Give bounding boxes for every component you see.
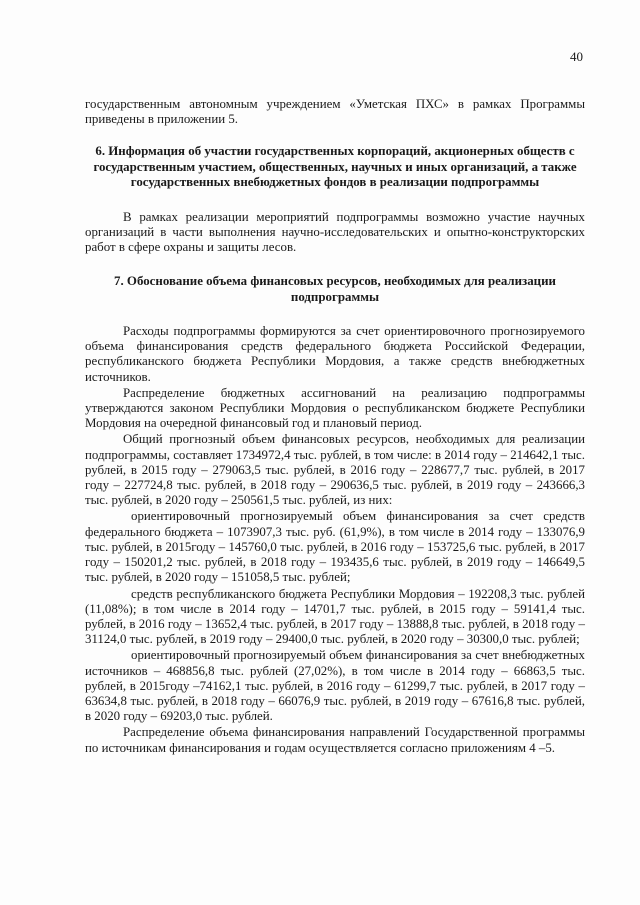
section-7-paragraph-republican: средств республиканского бюджета Республики Мордовия – 192208,3 тыс. рублей (11,08%); в том числе в 2014 году – 14701,7 тыс. рублей, в 2015 году – 59141,4 тыс. рублей, в 2016 году – 13652,4 тыс. рублей, в 2017 году – 13888,8 тыс. рублей, в 2018 году – 31124,0 тыс. рублей, в 2019 году – 29400,0 тыс. рублей, в 2020 году – 30300,0 тыс. рублей; xyxy=(85,586,585,647)
section-7-paragraph-federal: ориентировочный прогнозируемый объем финансирования за счет средств федерального бюджета – 1073907,3 тыс. руб. (61,9%), в том числе в 2014 году – 133076,9 тыс. рублей, в 2015году – 145760,0 тыс. рублей, в 2016 году – 153725,6 тыс. рублей, в 2017 году – 150201,2 тыс. рублей, в 2018 году – 193435,6 тыс. рублей, в 2019 году – 146649,5 тыс. рублей, в 2020 году – 151058,5 тыс. рублей; xyxy=(85,509,585,585)
page-number: 40 xyxy=(570,49,583,64)
section-7-paragraph-extrabudgetary: ориентировочный прогнозируемый объем финансирования за счет внебюджетных источников – 468856,8 тыс. рублей (27,02%), в том числе в 2014 году – 66863,5 тыс. рублей, в 2015году –74162,1 тыс. рублей, в 2016 году – 61299,7 тыс. рублей, в 2017 году – 63634,8 тыс. рублей, в 2018 году – 66076,9 тыс. рублей, в 2019 году – 67616,8 тыс. рублей, в 2020 году – 69203,0 тыс. рублей. xyxy=(85,648,585,724)
document-body xyxy=(85,97,585,756)
section-6-heading: 6. Информация об участии государственных корпораций, акционерных обществ с государственным участием, общественных, научных и иных организаций, а также государственных внебюджетных фондов в реализации подпрограммы xyxy=(93,144,577,190)
section-7-paragraph-distribution: Распределение объема финансирования направлений Государственной программы по источникам финансирования и годам осуществляется согласно приложениям 4 –5. xyxy=(85,725,585,755)
section-7-paragraph-total-volume: Общий прогнозный объем финансовых ресурсов, необходимых для реализации подпрограммы, составляет 1734972,4 тыс. рублей, в том числе: в 2014 году – 214642,1 тыс. рублей, в 2015 году – 279063,5 тыс. рублей, в 2016 году – 228677,7 тыс. рублей, в 2017 году – 227724,8 тыс. рублей, в 2018 году – 290636,5 тыс. рублей, в 2019 году – 243666,3 тыс. рублей, в 2020 году – 250561,5 тыс. рублей, из них: xyxy=(85,432,585,508)
intro-paragraph: государственным автономным учреждением «Уметская ПХС» в рамках Программы приведены в приложении 5. xyxy=(85,97,585,127)
section-7-paragraph-expenses: Расходы подпрограммы формируются за счет ориентировочного прогнозируемого объема финансирования средств федерального бюджета Российской Федерации, республиканского бюджета Республики Мордовия, а также средств внебюджетных источников. xyxy=(85,324,585,384)
section-7-paragraph-allocation: Распределение бюджетных ассигнований на реализацию подпрограммы утверждаются законом Республики Мордовия о республиканском бюджете Республики Мордовия на очередной финансовый год и плановый период. xyxy=(85,385,585,431)
section-7-heading: 7. Обоснование объема финансовых ресурсов, необходимых для реализации подпрограммы xyxy=(114,274,556,304)
section-6-paragraph: В рамках реализации мероприятий подпрограммы возможно участие научных организаций в части выполнения научно-исследовательских и опытно-конструкторских работ в сфере охраны и защиты лесов. xyxy=(85,209,585,255)
